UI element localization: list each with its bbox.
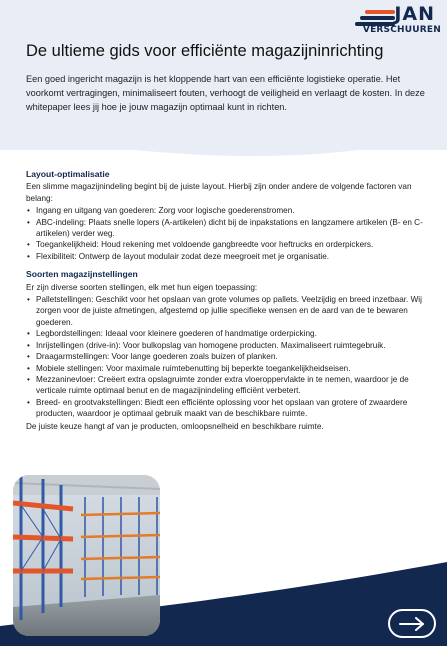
logo-main-text: JAN	[394, 3, 435, 25]
arrow-right-icon	[399, 617, 425, 631]
list-item: • Draagarmstellingen: Voor lange goederen zoals buizen of planken.	[26, 351, 436, 362]
section-heading-racking: Soorten magazijnstellingen	[26, 269, 138, 280]
list-item: • Toegankelijkheid: Houd rekening met voldoende gangbreedte voor heftrucks en orderpickers.	[26, 239, 436, 250]
section-lead-racking: Er zijn diverse soorten stellingen, elk met hun eigen toepassing:	[26, 282, 258, 292]
list-item: • Ingang en uitgang van goederen: Zorg voor logische goederenstromen.	[26, 205, 436, 216]
list-item: • Mezzaninevloer: Creëert extra opslagruimte zonder extra vloeroppervlakte in te nemen, waardoor je de verticale ruimte optimaal benut en de magazijnindeling efficiënt verbetert.	[26, 374, 436, 397]
main-content	[26, 169, 436, 433]
list-item: • Legbordstellingen: Ideaal voor kleinere goederen of handmatige orderpicking.	[26, 328, 436, 339]
bullet-list-racking	[26, 294, 436, 419]
list-item: • Mobiele stellingen: Voor maximale ruimtebenutting bij beperkte toegankelijkheidseisen.	[26, 363, 436, 374]
warehouse-racking-photo	[13, 475, 160, 636]
intro-paragraph: Een goed ingericht magazijn is het kloppende hart van een efficiënte logistieke operatie. Het voorkomt vertragingen, minimaliseert fouten, verhoogt de veiligheid en verlaagt de kosten. In deze whitepaper lees jij hoe je jouw magazijn optimaal kunt in richten.	[26, 74, 425, 113]
list-item: • Flexibiliteit: Ontwerp de layout modulair zodat deze meegroeit met je organisatie.	[26, 251, 436, 262]
list-item: • Palletstellingen: Geschikt voor het opslaan van grote volumes op pallets. Veelzijdig en breed inzetbaar. Wij zorgen voor de juiste afmetingen, afgestemd op jullie specifieke wensen en de aard van de te bewaren goederen.	[26, 294, 436, 328]
section-closing: De juiste keuze hangt af van je producten, omloopsnelheid en beschikbare ruimte.	[26, 421, 324, 431]
page-title: De ultieme gids voor efficiënte magazijninrichting	[26, 42, 384, 60]
hero-curve	[0, 118, 447, 168]
list-item: • ABC-indeling: Plaats snelle lopers (A-artikelen) dicht bij de inpakstations en langzamere artikelen (B- en C-artikelen) verder weg.	[26, 217, 436, 240]
section-lead-layout: Een slimme magazijnindeling begint bij de juiste layout. Hierbij zijn onder andere de volgende factoren van belang:	[26, 182, 412, 203]
bullet-list-layout	[26, 205, 436, 262]
company-logo[interactable]	[355, 4, 441, 38]
list-item: • Inrijstellingen (drive-in): Voor bulkopslag van homogene producten. Maximaliseert ruimtegebruik.	[26, 340, 436, 351]
logo-sub-text: VERSCHUUREN	[362, 25, 441, 35]
section-racking	[26, 269, 436, 432]
next-page-button[interactable]	[388, 609, 436, 638]
section-heading-layout: Layout-optimalisatie	[26, 169, 110, 179]
list-item: • Breed- en grootvakstellingen: Biedt een efficiënte oplossing voor het opslaan van grotere of zwaardere producten, waardoor je optimaal gebruik maakt van de beschikbare ruimte.	[26, 397, 436, 420]
